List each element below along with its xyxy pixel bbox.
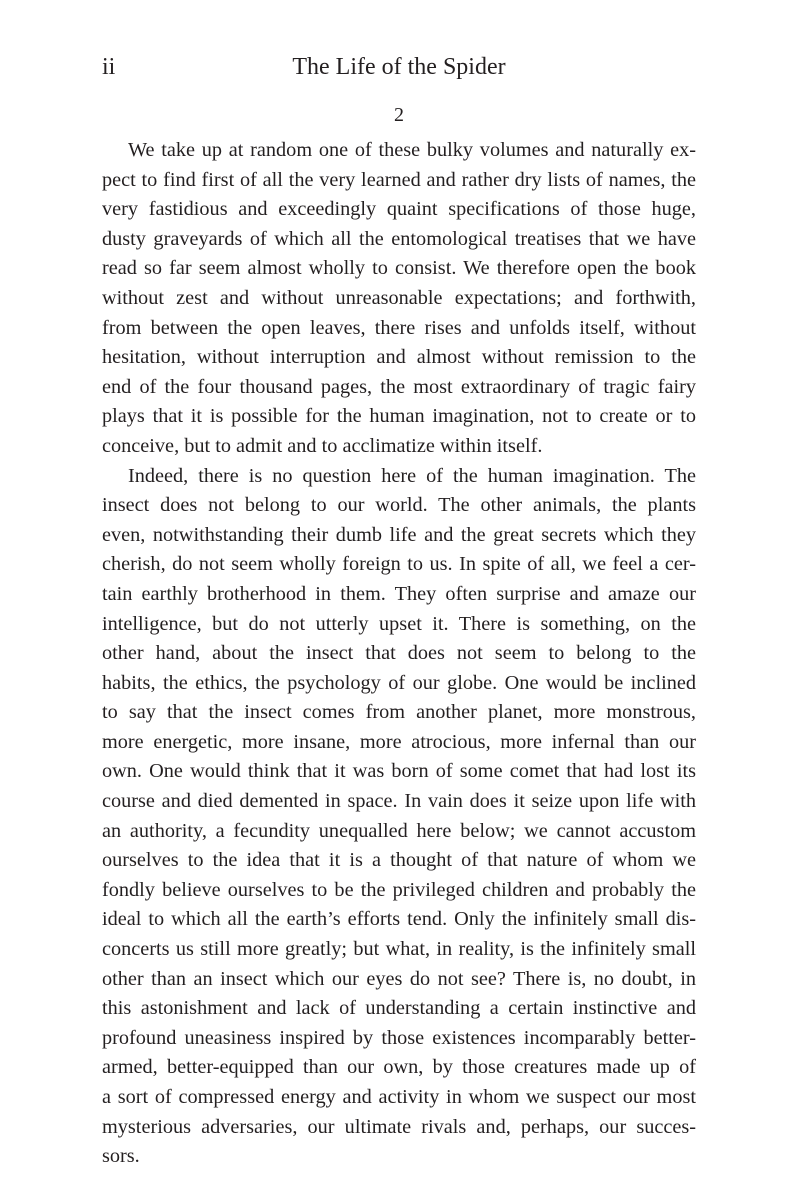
text-line: course and died demented in space. In vain does it seize upon life with	[102, 790, 696, 813]
section-number: 2	[394, 104, 404, 126]
text-line: mysterious adversaries, our ultimate rivals and, perhaps, our succes-	[102, 1115, 696, 1138]
text-line: other hand, about the insect that does not seem to belong to the	[102, 642, 696, 665]
page-number: ii	[102, 54, 116, 80]
text-line: end of the four thousand pages, the most extraordinary of tragic fairy	[102, 375, 696, 398]
text-line: this astonishment and lack of understanding a certain instinctive and	[102, 997, 696, 1020]
text-line: very fastidious and exceedingly quaint specifications of those huge,	[102, 198, 696, 221]
text-line: fondly believe ourselves to be the privileged children and probably the	[102, 878, 696, 901]
text-line: even, notwithstanding their dumb life and the great secrets which they	[102, 523, 696, 546]
text-line: a sort of compressed energy and activity in whom we suspect our most	[102, 1086, 696, 1108]
text-line: We take up at random one of these bulky volumes and naturally ex-	[128, 139, 696, 161]
text-line: to say that the insect comes from another planet, more monstrous,	[102, 701, 696, 724]
text-line: other than an insect which our eyes do not see? There is, no doubt, in	[102, 967, 696, 990]
text-line: conceive, but to admit and to acclimatize within itself.	[102, 434, 543, 457]
paragraph	[102, 462, 696, 1172]
text-line: profound uneasiness inspired by those existences incomparably better-	[102, 1026, 696, 1049]
running-head	[102, 50, 696, 84]
text-line: without zest and without unreasonable expectations; and forthwith,	[102, 286, 696, 309]
text-line: from between the open leaves, there rises and unfolds itself, without	[102, 316, 696, 339]
text-line: an authority, a fecundity unequalled here below; we cannot accustom	[102, 819, 696, 842]
paragraph	[102, 136, 696, 462]
text-line: insect does not belong to our world. The other animals, the plants	[102, 494, 696, 517]
text-line: ideal to which all the earth’s efforts tend. Only the infinitely small dis-	[102, 908, 696, 931]
text-line: intelligence, but do not utterly upset it. There is something, on the	[102, 612, 696, 635]
body-text	[102, 136, 696, 1172]
text-line: Indeed, there is no question here of the human imagination. The	[128, 464, 696, 487]
text-line: sors.	[102, 1145, 140, 1168]
text-line: armed, better-equipped than our own, by those creatures made up of	[102, 1056, 696, 1079]
text-line: tain earthly brotherhood in them. They often surprise and amaze our	[102, 582, 696, 605]
book-title: The Life of the Spider	[292, 54, 506, 80]
text-line: habits, the ethics, the psychology of our globe. One would be inclined	[102, 671, 696, 694]
text-line: ourselves to the idea that it is a thought of that nature of whom we	[102, 849, 696, 872]
text-line: dusty graveyards of which all the entomological treatises that we have	[102, 227, 696, 250]
text-line: own. One would think that it was born of some comet that had lost its	[102, 760, 696, 783]
text-line: read so far seem almost wholly to consist. We therefore open the book	[102, 257, 696, 280]
text-line: more energetic, more insane, more atrocious, more infernal than our	[102, 730, 696, 753]
text-line: hesitation, without interruption and almost without remission to the	[102, 346, 696, 369]
text-line: pect to find first of all the very learned and rather dry lists of names, the	[102, 168, 696, 191]
text-line: concerts us still more greatly; but what, in reality, is the infinitely small	[102, 938, 696, 961]
text-line: plays that it is possible for the human imagination, not to create or to	[102, 405, 696, 428]
text-line: cherish, do not seem wholly foreign to us. In spite of all, we feel a cer-	[102, 553, 696, 576]
